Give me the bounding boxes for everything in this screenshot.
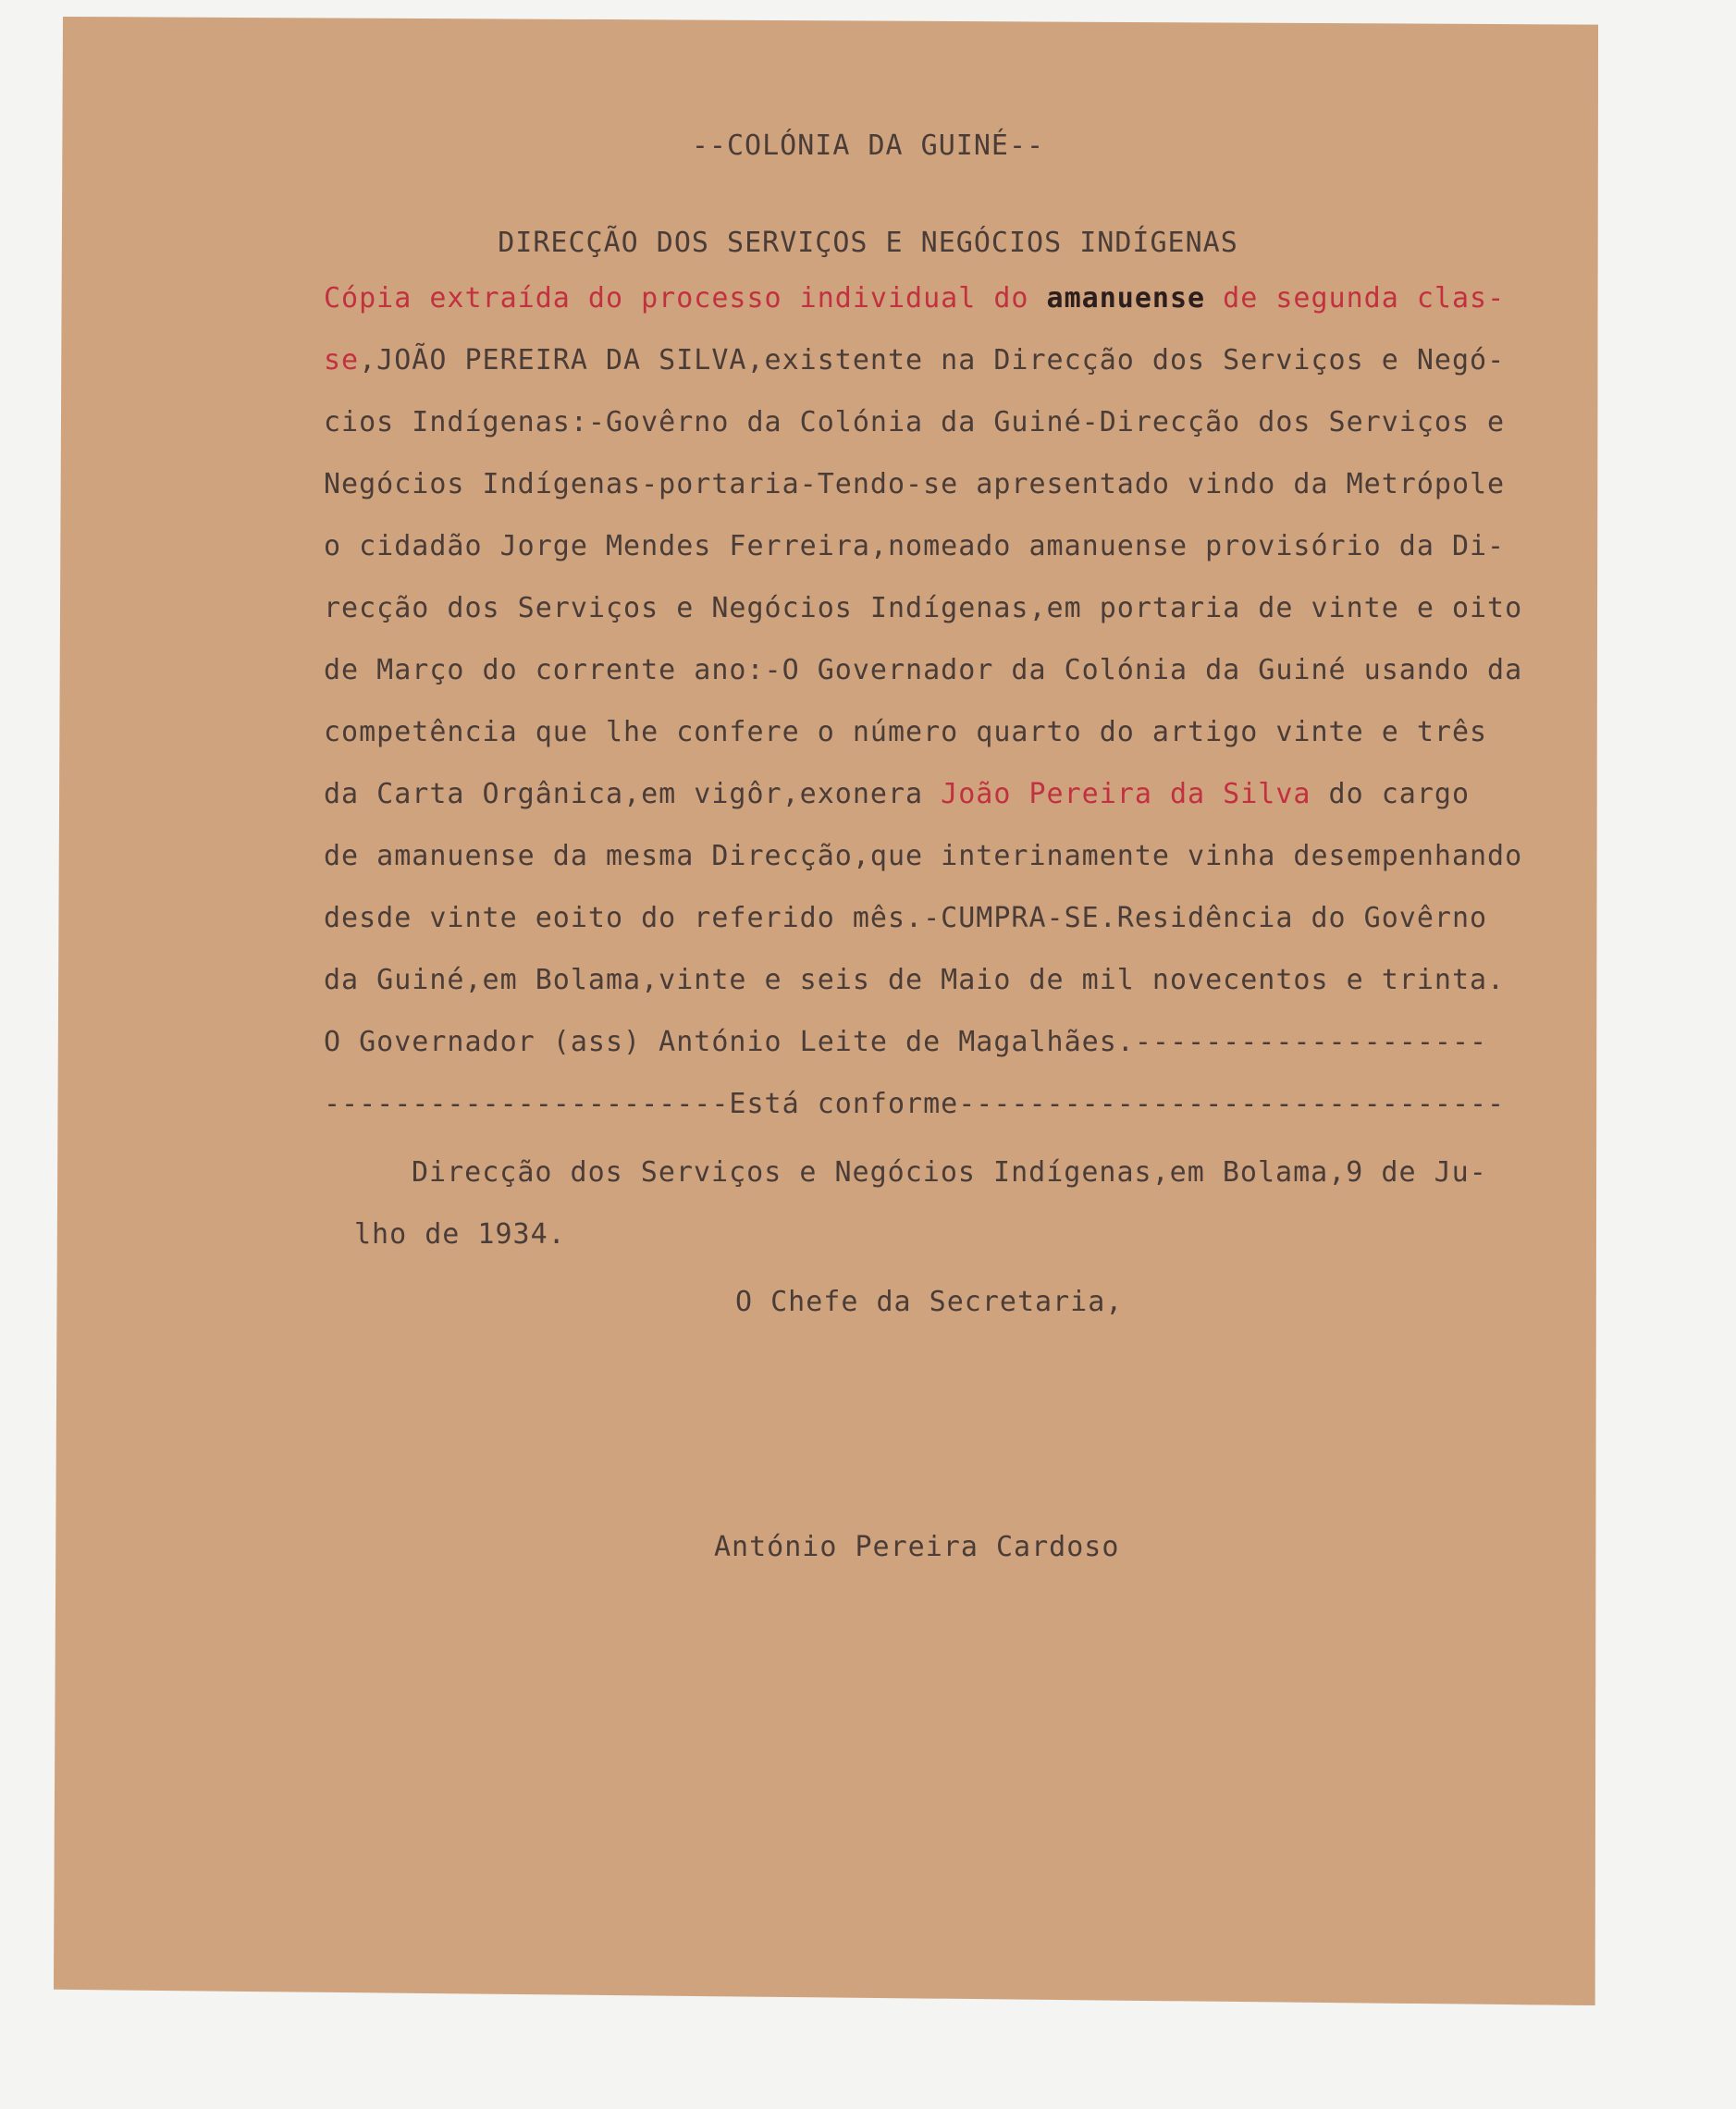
body-text-segment: cios Indígenas:-Govêrno da Colónia da Guiné-Direcção dos Serviços e [324,406,1506,438]
body-text-segment: de Março do corrente ano:-O Governador da Colónia da Guiné usando da [324,654,1523,686]
body-text-segment: de segunda clas- [1205,282,1506,314]
body-text-segment: João Pereira da Silva [941,778,1311,810]
body-line [324,654,1522,686]
body-line [324,406,1505,438]
body-text-segment: se [324,344,360,376]
body-text-segment: amanuense [1046,282,1206,314]
body-line [324,344,1505,376]
body-line [324,592,1522,624]
signature-title: O Chefe da Secretaria, [735,1286,1124,1318]
body-text-segment: do cargo [1311,778,1471,810]
body-text-segment: da Carta Orgânica,em vigôr,exonera [324,778,942,810]
body-text-segment: O Governador (ass) António Leite de Magalhães.-------------------- [324,1026,1488,1058]
body-text-segment: competência que lhe confere o número quarto do artigo vinte e três [324,716,1488,748]
body-text-segment: Negócios Indígenas-portaria-Tendo-se apresentado vindo da Metrópole [324,468,1506,500]
body-line [324,902,1487,934]
body-text-segment: da Guiné,em Bolama,vinte e seis de Maio de mil novecentos e trinta. [324,964,1506,996]
body-line [324,1026,1487,1058]
document-subheading: DIRECÇÃO DOS SERVIÇOS E NEGÓCIOS INDÍGENAS [498,227,1238,259]
body-text-segment: de amanuense da mesma Direcção,que interinamente vinha desempenhando [324,840,1523,872]
body-line [324,530,1505,562]
closing-line-1: Direcção dos Serviços e Negócios Indígenas,em Bolama,9 de Ju- [412,1156,1487,1189]
body-line [324,468,1505,500]
body-line [324,778,1470,810]
closing-line-2: lho de 1934. [354,1218,566,1251]
body-line [324,716,1487,748]
body-line [324,964,1505,996]
document-heading: --COLÓNIA DA GUINÉ-- [691,130,1045,162]
body-text-segment: recção dos Serviços e Negócios Indígenas,em portaria de vinte e oito [324,592,1523,624]
body-line [324,840,1522,872]
body-text-segment: -----------------------Está conforme------------------------------- [324,1088,1506,1120]
body-text-segment: Cópia extraída do processo individual do [324,282,1047,314]
body-text-segment: desde vinte eoito do referido mês.-CUMPRA-SE.Residência do Govêrno [324,902,1488,934]
body-line [324,282,1505,314]
signatory-name: António Pereira Cardoso [714,1531,1120,1563]
body-line [324,1088,1505,1120]
body-text-segment: o cidadão Jorge Mendes Ferreira,nomeado amanuense provisório da Di- [324,530,1506,562]
body-text-segment: ,JOÃO PEREIRA DA SILVA,existente na Direcção dos Serviços e Negó- [359,344,1506,376]
